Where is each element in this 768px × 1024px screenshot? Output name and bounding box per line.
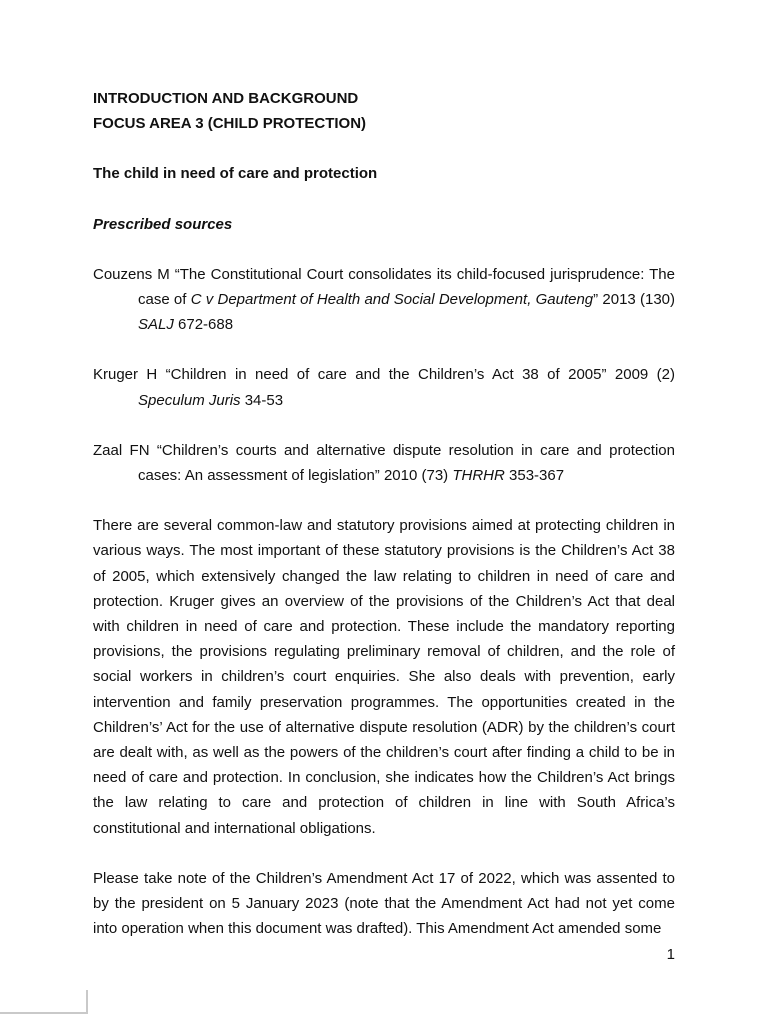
reference-text: 353-367 — [504, 467, 565, 485]
reference-text: Kruger H “Children in need of care and the Children’s Act 38 of 2005” 2009 (2) — [93, 366, 675, 384]
reference-text: 672-688 — [173, 316, 234, 334]
reference-kruger — [93, 362, 675, 412]
reference-journal: Speculum Juris — [138, 391, 241, 409]
main-heading: INTRODUCTION AND BACKGROUND — [93, 90, 359, 107]
reference-case-name: C v Department of Health and Social Development, Gauteng — [190, 291, 594, 309]
sources-heading: Prescribed sources — [93, 215, 233, 233]
section-heading: The child in need of care and protection — [93, 165, 378, 183]
page-number: 1 — [666, 946, 675, 963]
reference-zaal — [93, 438, 675, 488]
body-paragraph: Please take note of the Children’s Amendment Act 17 of 2022, which was assented to by the president on 5 January 2023 (note that the Amendment Act had not yet come into operation when this document was drafted). This Amendment Act amended some — [93, 869, 675, 938]
reference-journal: SALJ — [138, 316, 174, 334]
reference-text: 34-53 — [240, 391, 284, 409]
body-paragraph: There are several common-law and statutory provisions aimed at protecting children in various ways. The most important of these statutory provisions is the Children’s Act 38 of 2005, which extensively changed the law relating to children in need of care and protection. Kruger gives an overview of the provisions of the Children’s Act that deal with children in need of care and protection. These include the mandatory reporting provisions, the provisions regulating preliminary removal of children, and the role of social workers in children’s court enquiries. She also deals with prevention, early intervention and family preservation programmes. The opportunities created in the Children’s’ Act for the use of alternative dispute resolution (ADR) by the children’s court are dealt with, as well as the powers of the children’s court after finding a child to be in need of care and protection. In conclusion, she indicates how the Children’s Act brings the law relating to care and protection of children in line with South Africa’s constitutional and international obligations. — [93, 517, 675, 837]
reference-text: ” 2013 (130) — [593, 291, 676, 309]
page-corner-mark — [0, 990, 88, 1014]
focus-area-heading: FOCUS AREA 3 (CHILD PROTECTION) — [93, 115, 367, 133]
reference-couzens — [93, 262, 675, 338]
reference-text: Zaal FN “Children’s courts and alternative dispute resolution in care and protection cases: An assessment of legislation” 2010 (73) — [93, 441, 675, 485]
reference-text: Couzens M “The Constitutional Court consolidates its child-focused jurisprudence: The case of — [93, 265, 675, 309]
document-body — [93, 86, 675, 941]
reference-journal: THRHR — [452, 467, 505, 485]
